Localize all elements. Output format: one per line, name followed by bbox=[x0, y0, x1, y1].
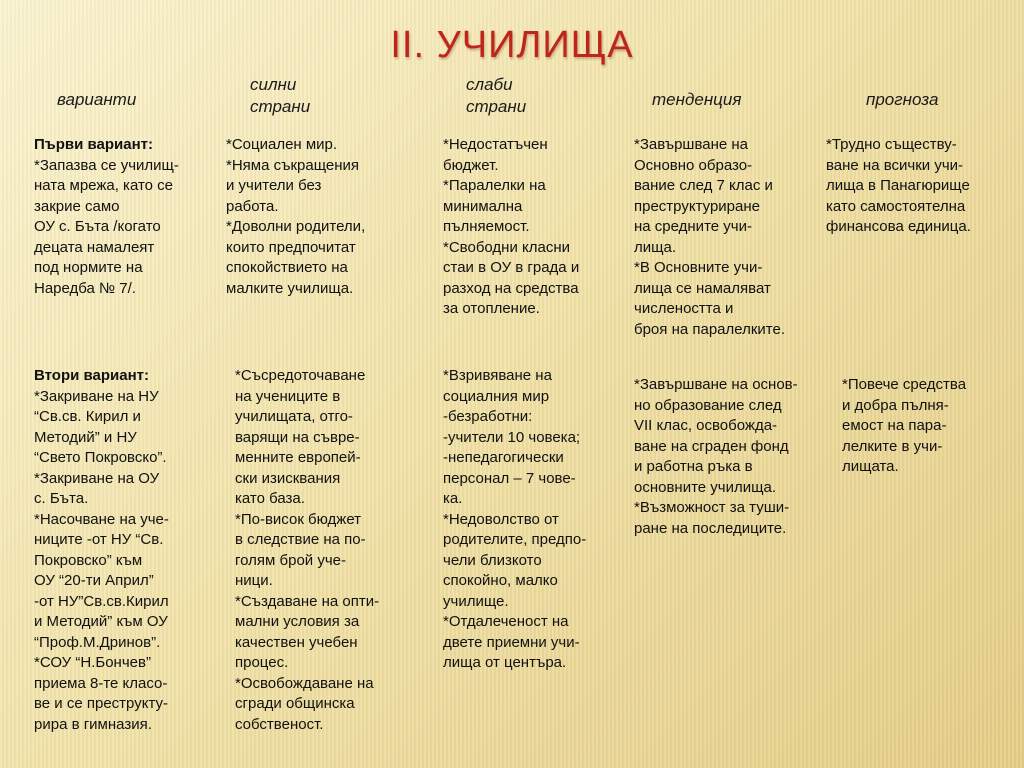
header-strengths-line1: силни bbox=[250, 75, 297, 94]
header-weaknesses-line2: страни bbox=[466, 97, 527, 116]
row2-variant-text: *Закриване на НУ “Св.св. Кирил и Методий” и НУ “Свето Покровско”. *Закриване на ОУ с. Бъта. *Насочване на уче- ниците -от НУ “Св. Покровско” към ОУ “20-ти Април” -от НУ”Св.св.Кирил и Методий” към ОУ “Проф.М.Дринов”. *СОУ “Н.Бончев” приема 8-те класо- ве и се преструкту- рира в гимназия. bbox=[34, 387, 169, 733]
row2-forecast-cell: *Повече средства и добра пълня- емост на пара- лелките в учи- лищата. bbox=[842, 376, 967, 475]
header-strengths-line2: страни bbox=[250, 97, 311, 116]
row2-strengths-cell: *Съсредоточаване на учениците в училищата, отго- варящи на съвре- менните европей- ски изисквания като база. *По-висок бюджет в следствие на по- голям брой уче- ници. *Създаване на опти- мални условия за качествен учебен процес. *Освобождаване на сгради общинска собственост. bbox=[235, 367, 380, 733]
row1-forecast-cell: *Трудно съществу- ване на всички учи- лища в Панагюрище като самостоятелна финансова единица. bbox=[826, 136, 971, 235]
row2-variant-title: Втори вариант: bbox=[34, 367, 149, 384]
slide-title: II. УЧИЛИЩА bbox=[390, 24, 634, 66]
row2-variant-cell bbox=[34, 366, 224, 735]
header-strengths bbox=[250, 74, 310, 118]
row2-weaknesses-cell: *Взривяване на социалния мир -безработни: -учители 10 човека; -непедагогически персонал – 7 чове- ка. *Недоволство от родителите, предпо- чели близкото спокойно, малко училище. *Отдалеченост на двете приемни учи- лища от центъра. bbox=[443, 367, 587, 671]
header-variants: варианти bbox=[57, 90, 137, 109]
header-weaknesses-line1: слаби bbox=[466, 75, 513, 94]
row1-variant-title: Първи вариант: bbox=[34, 136, 153, 153]
row2-trend-cell: *Завършване на основ- но образование след VII клас, освобожда- ване на сграден фонд и работна ръка в основните училища. *Възможност за туши- ране на последиците. bbox=[634, 376, 798, 537]
row1-variant-cell bbox=[34, 135, 224, 299]
row1-trend-cell: *Завършване на Основно образо- вание след 7 клас и преструктуриране на средните учи- лища. *В Основните учи- лища се намаляват числеността и броя на паралелките. bbox=[634, 136, 786, 338]
header-trend: тенденция bbox=[652, 90, 742, 109]
header-weaknesses bbox=[466, 74, 526, 118]
row1-variant-text: *Запазва се училищ- ната мрежа, като се закрие само ОУ с. Бъта /когато децата намалеят под нормите на Наредба № 7/. bbox=[34, 156, 179, 297]
row1-strengths-cell: *Социален мир. *Няма съкращения и учители без работа. *Доволни родители, които предпочитат спокойствието на малките училища. bbox=[226, 136, 366, 297]
header-forecast: прогноза bbox=[866, 90, 939, 109]
table-header-row bbox=[0, 72, 1024, 122]
row1-weaknesses-cell: *Недостатъчен бюджет. *Паралелки на минимална пълняемост. *Свободни класни стаи в ОУ в града и разход на средства за отопление. bbox=[443, 136, 580, 317]
